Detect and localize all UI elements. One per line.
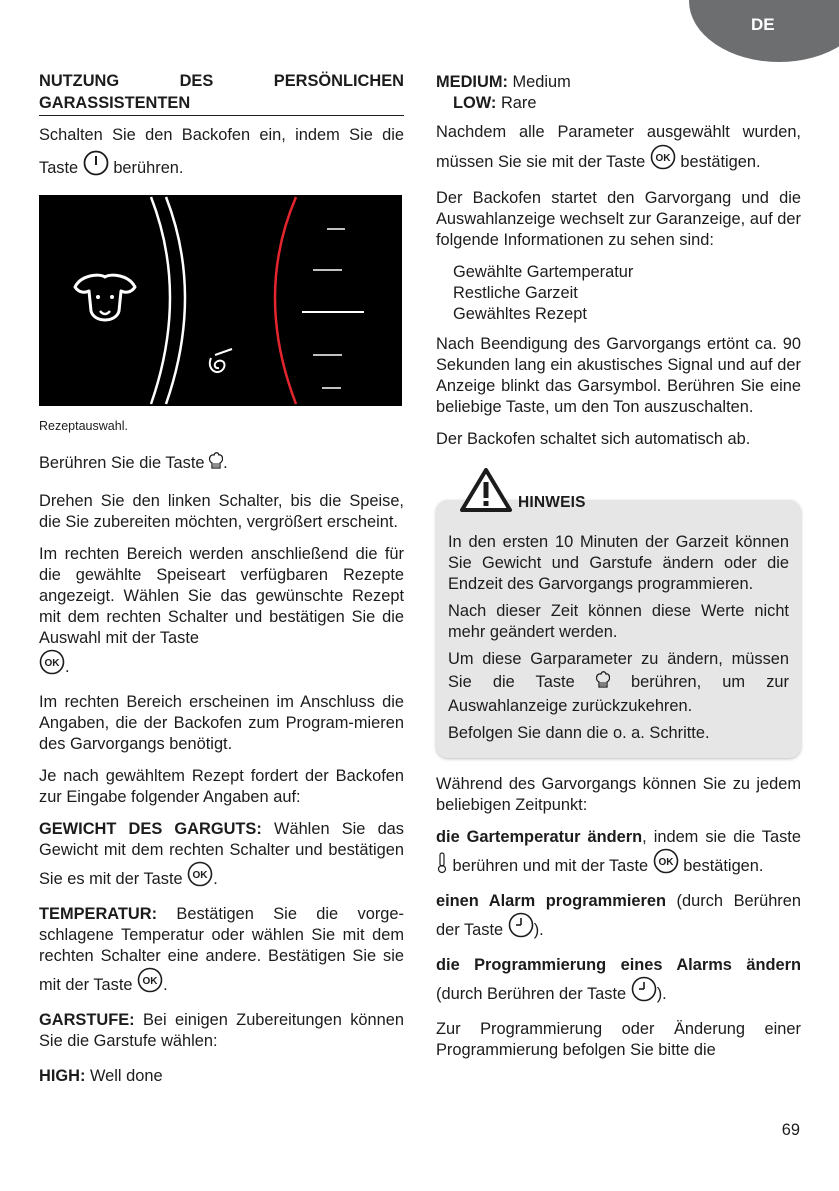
- heading-word-2: DES: [179, 72, 214, 90]
- paragraph-doneness: GARSTUFE: Bei einigen Zubereitungen können Sie die Garstufe wählen:: [39, 1011, 404, 1050]
- list-item: Restliche Garzeit: [453, 284, 578, 302]
- ok-button-icon: [137, 967, 163, 999]
- doneness-high: HIGH: Well done: [39, 1067, 163, 1085]
- list-item: Gewählte Gartemperatur: [453, 263, 634, 281]
- right-column: [436, 72, 801, 1072]
- paragraph-change-temperature: die Gartemperatur ändern, indem sie die Taste berühren und mit der Taste OK bestätigen.: [436, 827, 801, 880]
- ok-button-icon: [653, 848, 679, 880]
- note-paragraph-3: Um diese Garparameter zu ändern, müssen Sie die Taste berühren, um zur Auswahlanzeige zurückzukehren.: [448, 650, 789, 715]
- note-label: HINWEIS: [518, 494, 586, 511]
- ok-button-icon: [187, 861, 213, 893]
- left-column: [39, 70, 404, 1087]
- paragraph-programming-steps: Zur Programmierung oder Änderung einer Programmierung befolgen Sie bitte die: [436, 1020, 801, 1059]
- cooking-level-icon: [210, 349, 232, 372]
- note-paragraph-1: In den ersten 10 Minuten der Garzeit können Sie Gewicht und Garstufe ändern oder die Endzeit des Garvorgangs programmieren.: [448, 533, 789, 593]
- paragraph-during-cooking: Während des Garvorgangs können Sie zu jedem beliebigen Zeitpunkt:: [436, 775, 801, 814]
- heading-word-1: NUTZUNG: [39, 72, 120, 90]
- oven-display-screen: [39, 195, 402, 406]
- paragraph-program-alarm: einen Alarm programmieren (durch Berühren der Taste ).: [436, 891, 801, 944]
- page-number: 69: [781, 1121, 800, 1139]
- clock-icon: [508, 912, 534, 944]
- sheep-icon: [75, 275, 135, 320]
- list-item: Gewähltes Rezept: [453, 305, 587, 323]
- paragraph-weight: GEWICHT DES GARGUTS: Wählen Sie das Gewicht mit dem rechten Schalter und bestätigen Sie es mit der Taste OK .: [39, 819, 404, 893]
- chef-hat-icon: [596, 670, 610, 696]
- paragraph-info-right-area: Im rechten Bereich erscheinen im Anschluss die Angaben, die der Backofen zum Program-mieren des Garvorgangs benötigt.: [39, 693, 404, 753]
- svg-text:OK: OK: [192, 870, 208, 881]
- ok-button-icon: [650, 144, 676, 177]
- paragraph-cooking-starts: Der Backofen startet den Garvorgang und die Auswahlanzeige wechselt zur Garanzeige, auf der folgende Informationen zu sehen sind:: [436, 189, 801, 249]
- doneness-medium: MEDIUM: Medium: [436, 73, 571, 91]
- note-paragraph-4: Befolgen Sie dann die o. a. Schritte.: [448, 724, 710, 742]
- svg-text:OK: OK: [142, 976, 158, 987]
- heading-word-3: PERSÖNLICHEN: [273, 72, 404, 90]
- heading-line-2: GARASSISTENTEN: [39, 94, 191, 112]
- clock-icon: [631, 976, 657, 1008]
- warning-triangle-icon: [460, 468, 512, 518]
- paragraph-confirm-params: Nachdem alle Parameter ausgewählt wurden, müssen Sie sie mit der Taste OK bestätigen.: [436, 120, 801, 177]
- svg-text:OK: OK: [658, 857, 674, 868]
- ok-button-icon: [39, 649, 65, 681]
- paragraph-turn-left-knob: Drehen Sie den linken Schalter, bis die Speise, die Sie zubereiten möchten, vergrößert erscheint.: [39, 492, 404, 531]
- doneness-low: LOW: Rare: [453, 94, 537, 112]
- image-caption: Rezeptauswahl.: [39, 419, 128, 433]
- chef-hat-icon: [209, 451, 223, 477]
- language-code: DE: [751, 15, 775, 34]
- paragraph-power-on: Schalten Sie den Backofen ein, indem Sie die Taste berühren.: [39, 120, 404, 186]
- paragraph-chef-key: Berühren Sie die Taste .: [39, 451, 404, 477]
- svg-text:OK: OK: [44, 658, 60, 669]
- note-paragraph-2: Nach dieser Zeit können diese Werte nicht mehr geändert werden.: [448, 602, 789, 641]
- section-heading: [39, 70, 404, 116]
- power-icon: [83, 150, 109, 186]
- svg-text:OK: OK: [655, 153, 671, 164]
- paragraph-temperature: TEMPERATUR: Bestätigen Sie die vorge-schlagene Temperatur oder wählen Sie mit dem rechten Schalter eine andere. Bestätigen Sie sie mit der Taste OK .: [39, 904, 404, 999]
- paragraph-change-alarm: die Programmierung eines Alarms ändern (durch Berühren der Taste ).: [436, 955, 801, 1008]
- note-box: [436, 468, 801, 758]
- paragraph-auto-off: Der Backofen schaltet sich automatisch ab.: [436, 430, 751, 448]
- paragraph-cooking-end: Nach Beendigung des Garvorgangs ertönt ca. 90 Sekunden lang ein akustisches Signal und auf der Anzeige blinkt das Garsymbol. Berühren Sie eine beliebige Taste, um den Ton auszuschalten.: [436, 335, 801, 416]
- paragraph-recipe-inputs: Je nach gewähltem Rezept fordert der Backofen zur Eingabe folgender Angaben auf:: [39, 767, 404, 806]
- thermometer-icon: [436, 852, 448, 880]
- language-tab: [689, 0, 839, 62]
- paragraph-recipes-right: Im rechten Bereich werden anschließend die für die gewählte Speiseart verfügbaren Rezepte angezeigt. Wählen Sie das gewünschte Rezept mit dem rechten Schalter und bestätigen Sie die Auswahl mit der Taste OK .: [39, 544, 404, 681]
- info-list: [453, 262, 801, 325]
